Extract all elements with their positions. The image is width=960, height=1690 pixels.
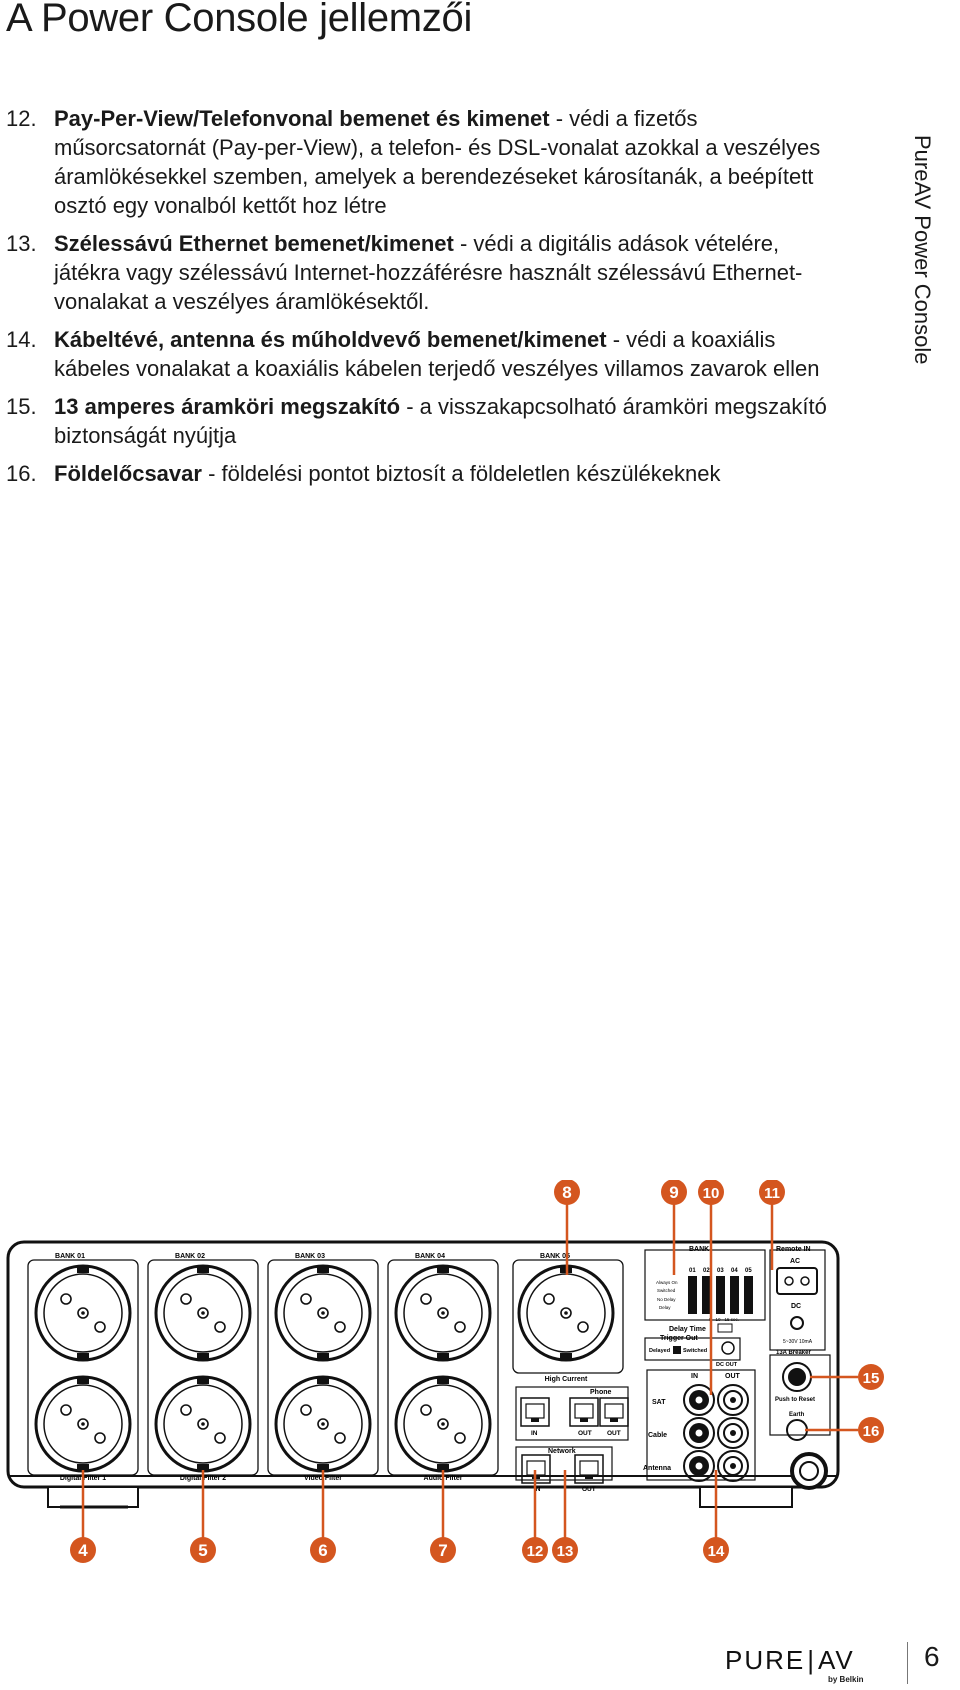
item-number: 12. (6, 106, 37, 131)
bank-label: BANK 01 (55, 1253, 85, 1260)
push-reset-label: Push to Reset (775, 1397, 816, 1403)
callout-13 (552, 1537, 578, 1563)
dc-spec-label: 5~30V 10mA (783, 1339, 813, 1345)
foot-left (48, 1487, 138, 1507)
item-description: - védi a fizetős műsorcsatornát (Pay-per-View), a telefon- és DSL-vonalat azokkal a veszélyes áramlökésekkel szemben, amelyek a berendezéseket károsítanák, a beépített osztó egy vonalból kettőt hoz létre (54, 106, 821, 218)
list-item (6, 229, 846, 316)
callout-12 (522, 1537, 548, 1563)
svg-text:5: 5 (198, 1541, 208, 1560)
svg-text:11: 11 (764, 1185, 780, 1202)
filter-label: Digital Filter 2 (179, 1475, 227, 1482)
port-label: OUT (607, 1430, 621, 1437)
svg-text:9: 9 (669, 1183, 679, 1202)
item-term: Pay-Per-View/Telefonvonal bemenet és kimenet (54, 106, 550, 131)
dip-switch (716, 1276, 725, 1314)
page-number: 6 (924, 1641, 940, 1672)
list-item (6, 459, 846, 488)
cable-label: Cable (648, 1432, 668, 1439)
brand-left: PURE (725, 1645, 806, 1675)
item-term: 13 amperes áramköri megszakító (54, 394, 401, 419)
dip-switch (730, 1276, 739, 1314)
port-label: IN (531, 1430, 538, 1437)
rear-panel-diagram (0, 1180, 960, 1580)
callout-10 (698, 1180, 724, 1205)
item-text (54, 229, 846, 316)
item-term: Szélessávú Ethernet bemenet/kimenet (54, 231, 454, 256)
bank-number: 04 (731, 1268, 738, 1274)
callout-15 (858, 1364, 884, 1390)
network-label: Network (548, 1448, 576, 1455)
bank-label: BANK 02 (175, 1253, 205, 1260)
callout-4 (70, 1537, 96, 1563)
delay-time-label: Delay Time (669, 1326, 706, 1333)
callout-9 (661, 1180, 687, 1205)
item-description: - védi a koaxiális kábeles vonalakat a koaxiális kábelen terjedő veszélyes villamos zavarok ellen (54, 327, 820, 381)
bank-label: BANK 04 (415, 1253, 445, 1260)
brand-right: AV (818, 1645, 855, 1675)
svg-text:13: 13 (556, 1543, 574, 1560)
dc-label: DC (791, 1303, 802, 1310)
trigger-label: Switched (683, 1348, 708, 1354)
svg-text:12: 12 (526, 1543, 544, 1560)
port-label: OUT (578, 1430, 592, 1437)
callout-14 (703, 1537, 729, 1563)
cable-clamp (792, 1454, 826, 1488)
side-label: PureAV Power Console (910, 135, 935, 365)
delay-secs-label: 5 · 10 · 15 sec. (709, 1317, 740, 1322)
bank-label: BANK 05 (540, 1253, 570, 1260)
earth-label: Earth (789, 1412, 805, 1418)
trigger-out-label: Trigger Out (660, 1335, 698, 1342)
callout-8 (554, 1180, 580, 1205)
callout-16 (858, 1417, 884, 1443)
dip-switch (702, 1276, 711, 1314)
svg-text:6: 6 (318, 1541, 328, 1560)
port-label: OUT (582, 1486, 596, 1493)
callout-5 (190, 1537, 216, 1563)
callout-7 (430, 1537, 456, 1563)
filter-label: Audio Filter (423, 1475, 463, 1482)
svg-text:15: 15 (862, 1370, 880, 1387)
switch-label: Always On (656, 1280, 678, 1285)
item-description: - a visszakapcsolható áramköri megszakító biztonságát nyújtja (54, 394, 827, 448)
brand-separator: | (807, 1645, 817, 1675)
sat-label: SAT (652, 1399, 666, 1406)
high-current-label: High Current (544, 1376, 588, 1383)
item-number: 16. (6, 461, 37, 486)
item-number: 13. (6, 231, 37, 256)
item-text (54, 459, 846, 488)
switch-label: Delay (659, 1305, 671, 1310)
list-item (6, 325, 846, 383)
filter-label: Digital Filter 1 (59, 1475, 107, 1482)
filter-label: Video Filter (304, 1475, 342, 1482)
callout-6 (310, 1537, 336, 1563)
brand-logo (725, 1645, 855, 1676)
feature-list (6, 104, 846, 497)
remote-in-label: Remote IN (776, 1246, 811, 1253)
item-number: 15. (6, 394, 37, 419)
breaker-label: 13A Breaker (776, 1350, 811, 1356)
dip-switch (688, 1276, 697, 1314)
svg-text:7: 7 (438, 1541, 448, 1560)
brand-byline: by Belkin (828, 1675, 864, 1684)
svg-text:14: 14 (707, 1543, 725, 1560)
svg-text:10: 10 (702, 1185, 720, 1202)
item-term: Földelőcsavar (54, 461, 202, 486)
bank-number: 03 (717, 1268, 724, 1274)
list-item (6, 392, 846, 450)
bank-number: 01 (689, 1268, 696, 1274)
svg-text:4: 4 (78, 1541, 88, 1560)
page-divider (907, 1642, 908, 1684)
coax-out-label: OUT (725, 1373, 740, 1380)
coax-in-label: IN (691, 1373, 698, 1380)
switch-label: No Delay (657, 1297, 676, 1302)
switch-label: Switched (657, 1288, 676, 1293)
svg-text:8: 8 (562, 1183, 572, 1202)
bank-number: 02 (703, 1268, 710, 1274)
item-text (54, 325, 846, 383)
antenna-label: Antenna (643, 1465, 671, 1472)
item-description: - védi a digitális adások vételére, játékra vagy szélessávú Internet-hozzáférésre használt szélessávú Ethernet-vonalakat a veszélyes áramlökésektől. (54, 231, 803, 314)
foot-right (700, 1487, 792, 1507)
item-text (54, 392, 846, 450)
phone-label: Phone (590, 1389, 612, 1396)
item-text (54, 104, 846, 220)
item-term: Kábeltévé, antenna és műholdvevő bemenet/kimenet (54, 327, 607, 352)
bank-number: 05 (745, 1268, 752, 1274)
bank-control-label: BANK (689, 1246, 710, 1253)
svg-text:16: 16 (862, 1423, 880, 1440)
ac-label: AC (790, 1258, 801, 1265)
trigger-label: Delayed (649, 1348, 671, 1354)
item-description: - földelési pontot biztosít a földeletlen készülékeknek (201, 461, 721, 486)
callout-11 (759, 1180, 785, 1205)
port-label: IN (534, 1486, 541, 1493)
list-item (6, 104, 846, 220)
dc-out-label: DC OUT (716, 1362, 738, 1368)
bank-label: BANK 03 (295, 1253, 325, 1260)
item-number: 14. (6, 327, 37, 352)
dip-switch (744, 1276, 753, 1314)
page-title: A Power Console jellemzői (6, 0, 473, 40)
